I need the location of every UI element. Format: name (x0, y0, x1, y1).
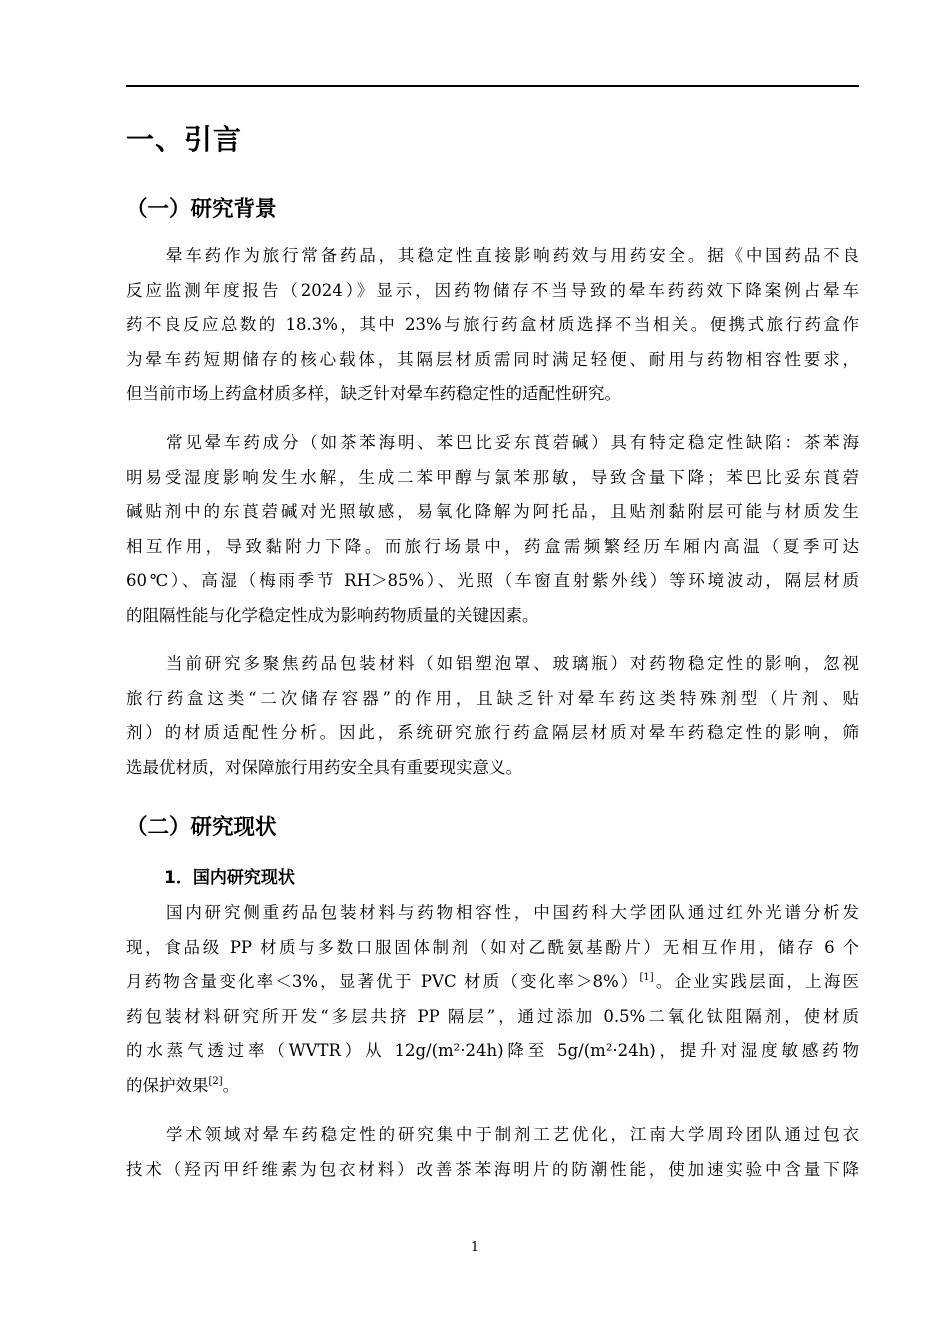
text-line: 常见晕车药成分（如茶苯海明、苯巴比妥东莨菪碱）具有特定稳定性缺陷：茶苯海 (166, 433, 859, 452)
text-line: 碱贴剂中的东莨菪碱对光照敏感，易氧化降解为阿托品，且贴剂黏附层可能与材质发生 (126, 502, 859, 522)
text-line: 旅行药盒这类“二次储存容器”的作用，且缺乏针对晕车药这类特殊剂型（片剂、贴 (126, 688, 859, 708)
section-heading-status: （二）研究现状 (126, 815, 277, 840)
section-heading-background: （一）研究背景 (126, 197, 277, 222)
text-line: 学术领域对晕车药稳定性的研究集中于制剂工艺优化，江南大学周玲团队通过包衣 (166, 1125, 859, 1144)
paragraph-background-3 (126, 647, 859, 785)
text-line: 剂）的材质适配性分析。因此，系统研究旅行药盒隔层材质对晕车药稳定性的影响，筛 (126, 723, 859, 743)
text-line: 60℃）、高湿（梅雨季节 RH＞85%）、光照（车窗直射紫外线）等环境波动，隔层材质 (126, 571, 859, 591)
text-line: 技术（羟丙甲纤维素为包衣材料）改善茶苯海明片的防潮性能，使加速实验中含量下降 (126, 1159, 859, 1179)
text-line: 明易受湿度影响发生水解，生成二苯甲醇与氯苯那敏，导致含量下降；苯巴比妥东莨菪 (126, 467, 859, 487)
text-line: 选最优材质，对保障旅行用药安全具有重要现实意义。 (126, 757, 522, 777)
text-line: 药不良反应总数的 18.3%，其中 23%与旅行药盒材质选择不当相关。便携式旅行药盒作 (126, 315, 859, 335)
text-line: 药包装材料研究所开发“多层共挤 PP 隔层”，通过添加 0.5%二氧化钛阻隔剂，使材质 (126, 1006, 859, 1026)
text-line: 国内研究侧重药品包装材料与药物相容性，中国药科大学团队通过红外光谱分析发 (166, 903, 859, 922)
page-number: 1 (470, 1240, 480, 1255)
text-line (126, 965, 859, 1000)
text-line: 当前研究多聚焦药品包装材料（如铝塑泡罩、玻璃瓶）对药物稳定性的影响，忽视 (166, 654, 859, 673)
text-line (126, 1069, 859, 1104)
citation-ref-1[interactable]: [1] (639, 972, 654, 984)
text-segment: 。 (222, 1075, 240, 1095)
text-segment: 。企业实践层面，上海医 (653, 972, 859, 992)
text-line: 相互作用，导致黏附力下降。而旅行场景中，药盒需频繁经历车厢内高温（夏季可达 (126, 536, 859, 556)
paragraph-background-1 (126, 239, 859, 412)
text-line: 为晕车药短期储存的核心载体，其隔层材质需同时满足轻便、耐用与药物相容性要求， (126, 349, 859, 369)
chapter-heading: 一、引言 (126, 123, 243, 156)
text-segment: 的保护效果 (126, 1075, 209, 1095)
text-segment: 月药物含量变化率＜3%，显著优于 PVC 材质（变化率＞8%） (126, 972, 640, 992)
text-line: 现，食品级 PP 材质与多数口服固体制剂（如对乙酰氨基酚片）无相互作用，储存 6 个 (126, 937, 859, 957)
paragraph-domestic-2 (126, 1118, 859, 1187)
text-line: 但当前市场上药盒材质多样，缺乏针对晕车药稳定性的适配性研究。 (126, 384, 621, 404)
citation-ref-2[interactable]: [2] (208, 1075, 223, 1087)
text-line: 的阻隔性能与化学稳定性成为影响药物质量的关键因素。 (126, 605, 539, 625)
text-line: 晕车药作为旅行常备药品，其稳定性直接影响药效与用药安全。据《中国药品不良 (166, 246, 859, 265)
text-line: 的水蒸气透过率（WVTR）从 12g/(m²·24h)降至 5g/(m²·24h)，提升对湿度敏感药物 (126, 1041, 859, 1061)
text-line: 反应监测年度报告（2024）》显示，因药物储存不当导致的晕车药药效下降案例占晕车 (126, 280, 859, 300)
header-rule (126, 85, 859, 87)
paragraph-domestic-1 (126, 896, 859, 1104)
paragraph-background-2 (126, 426, 859, 634)
subsection-heading-domestic: 1．国内研究现状 (164, 868, 295, 888)
